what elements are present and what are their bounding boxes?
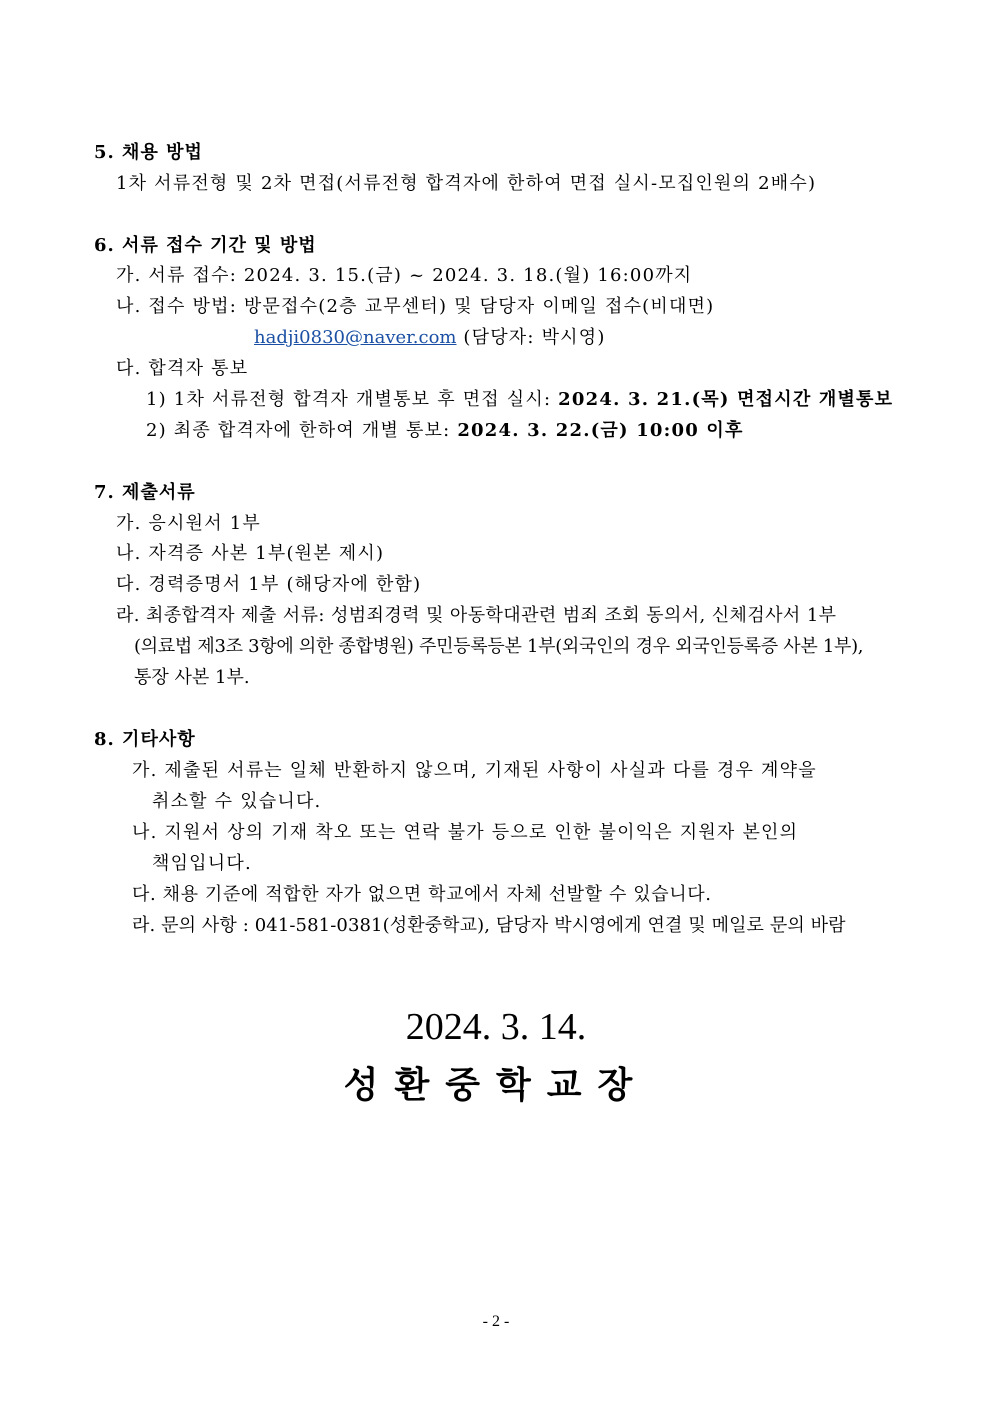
section-8-item-ra: 라. 문의 사항 : 041-581-0381(성환중학교), 담당자 박시영에게 연결 및 메일로 문의 바람	[132, 915, 846, 936]
section-8-item-na-line-2: 책임입니다.	[152, 853, 252, 874]
page-number: - 2 -	[482, 1313, 510, 1330]
section-6-item-da: 다. 합격자 통보	[116, 358, 249, 379]
contact-line	[254, 327, 606, 349]
da-2-text: 2) 최종 합격자에 한하여 개별 통보:	[146, 420, 458, 441]
da-1-text: 1) 1차 서류전형 합격자 개별통보 후 면접 실시:	[146, 389, 559, 410]
section-7-item-na: 나. 자격증 사본 1부(원본 제시)	[116, 543, 385, 564]
da-2-bold-date: 2024. 3. 22.(금) 10:00 이후	[457, 420, 744, 441]
section-8-item-da: 다. 채용 기준에 적합한 자가 없으면 학교에서 자체 선발할 수 있습니다.	[132, 884, 712, 905]
section-7-item-ra-line-1: 라. 최종합격자 제출 서류: 성범죄경력 및 아동학대관련 범죄 조회 동의서, 신체검사서 1부	[116, 605, 837, 626]
section-7-item-ra-line-3: 통장 사본 1부.	[134, 667, 250, 688]
section-6-heading: 6. 서류 접수 기간 및 방법	[94, 235, 317, 256]
email-link[interactable]: hadji0830@naver.com	[254, 327, 457, 348]
section-7-heading: 7. 제출서류	[94, 482, 196, 503]
section-7-item-da: 다. 경력증명서 1부 (해당자에 한함)	[116, 574, 422, 595]
contact-person: (담당자: 박시영)	[456, 327, 606, 348]
section-6-item-da-1	[146, 389, 893, 411]
principal-signature: 성환중학교장	[343, 1064, 649, 1106]
document-date: 2024. 3. 14.	[405, 1006, 587, 1048]
section-8-heading: 8. 기타사항	[94, 729, 196, 750]
section-6-item-na: 나. 접수 방법: 방문접수(2층 교무센터) 및 담당자 이메일 접수(비대면)	[116, 296, 715, 317]
section-8-item-na-line-1: 나. 지원서 상의 기재 착오 또는 연락 불가 등으로 인한 불이익은 지원자 본인의	[132, 822, 799, 843]
section-7-item-ra-line-2: (의료법 제3조 3항에 의한 종합병원) 주민등록등본 1부(외국인의 경우 외국인등록증 사본 1부),	[134, 636, 864, 657]
section-8-item-ga-line-2: 취소할 수 있습니다.	[152, 791, 322, 812]
da-1-bold-date: 2024. 3. 21.(목) 면접시간 개별통보	[558, 389, 894, 410]
section-5-line: 1차 서류전형 및 2차 면접(서류전형 합격자에 한하여 면접 실시-모집인원의 2배수)	[116, 173, 817, 194]
section-6-item-ga: 가. 서류 접수: 2024. 3. 15.(금) ~ 2024. 3. 18.(월) 16:00까지	[116, 265, 693, 286]
section-7-item-ga: 가. 응시원서 1부	[116, 513, 261, 534]
section-8-item-ga-line-1: 가. 제출된 서류는 일체 반환하지 않으며, 기재된 사항이 사실과 다를 경우 계약을	[132, 760, 817, 781]
section-5-heading: 5. 채용 방법	[94, 142, 203, 163]
section-6-item-da-2	[146, 420, 744, 442]
